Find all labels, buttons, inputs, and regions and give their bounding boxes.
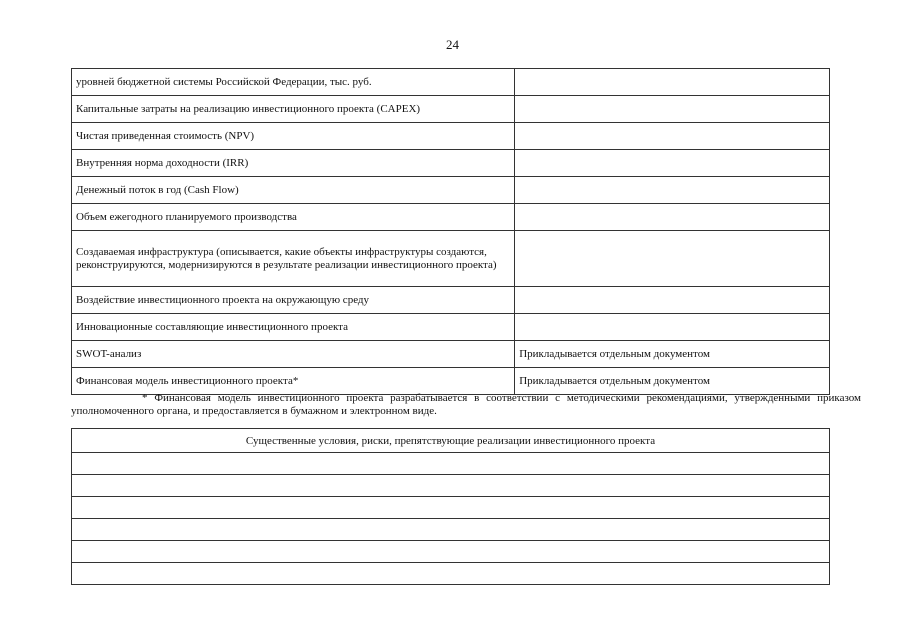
row-value-cell: Прикладывается отдельным документом	[515, 368, 830, 395]
risk-row-cell[interactable]	[72, 519, 830, 541]
row-value-cell[interactable]	[515, 204, 830, 231]
footnote: * Финансовая модель инвестиционного проекта разрабатывается в соответствии с методическими рекомендациями, утвержденными приказом уполномоченного органа, и предоставляется в бумажном и электронном виде.	[71, 392, 861, 417]
table-row	[72, 314, 830, 341]
table-row	[72, 231, 830, 287]
table-row	[72, 69, 830, 96]
table-row	[72, 287, 830, 314]
risks-table	[71, 428, 830, 585]
row-value-cell[interactable]	[515, 69, 830, 96]
row-value-cell[interactable]	[515, 150, 830, 177]
row-label: Инновационные составляющие инвестиционного проекта	[72, 314, 515, 341]
table-row	[72, 519, 830, 541]
row-label: уровней бюджетной системы Российской Федерации, тыс. руб.	[72, 69, 515, 96]
row-label: Внутренняя норма доходности (IRR)	[72, 150, 515, 177]
row-label: Чистая приведенная стоимость (NPV)	[72, 123, 515, 150]
row-value-cell[interactable]	[515, 123, 830, 150]
row-value-cell[interactable]	[515, 287, 830, 314]
row-label: SWOT-анализ	[72, 341, 515, 368]
risk-row-cell[interactable]	[72, 475, 830, 497]
row-value-cell[interactable]	[515, 177, 830, 204]
table-row	[72, 204, 830, 231]
table-row	[72, 341, 830, 368]
row-label: Финансовая модель инвестиционного проекта*	[72, 368, 515, 395]
row-value-cell[interactable]	[515, 96, 830, 123]
row-label: Денежный поток в год (Cash Flow)	[72, 177, 515, 204]
row-value-cell: Прикладывается отдельным документом	[515, 341, 830, 368]
table-row	[72, 368, 830, 395]
table-row	[72, 541, 830, 563]
risk-row-cell[interactable]	[72, 453, 830, 475]
table-row	[72, 563, 830, 585]
page-number: 24	[446, 37, 459, 52]
row-label: Создаваемая инфраструктура (описывается, какие объекты инфраструктуры создаются, реконструируются, модернизируются в результате реализации инвестиционного проекта)	[72, 231, 515, 287]
table-row	[72, 475, 830, 497]
row-value-cell[interactable]	[515, 314, 830, 341]
risk-row-cell[interactable]	[72, 563, 830, 585]
row-label: Капитальные затраты на реализацию инвестиционного проекта (CAPEX)	[72, 96, 515, 123]
table-row	[72, 497, 830, 519]
row-label: Объем ежегодного планируемого производства	[72, 204, 515, 231]
risk-row-cell[interactable]	[72, 497, 830, 519]
table-row	[72, 123, 830, 150]
risk-row-cell[interactable]	[72, 541, 830, 563]
table-row	[72, 177, 830, 204]
row-value-cell[interactable]	[515, 231, 830, 287]
row-label: Воздействие инвестиционного проекта на окружающую среду	[72, 287, 515, 314]
risks-table-header: Существенные условия, риски, препятствующие реализации инвестиционного проекта	[72, 429, 830, 453]
table-row	[72, 150, 830, 177]
table-header-row	[72, 429, 830, 453]
table-row	[72, 453, 830, 475]
table-row	[72, 96, 830, 123]
project-indicators-table	[71, 68, 830, 395]
